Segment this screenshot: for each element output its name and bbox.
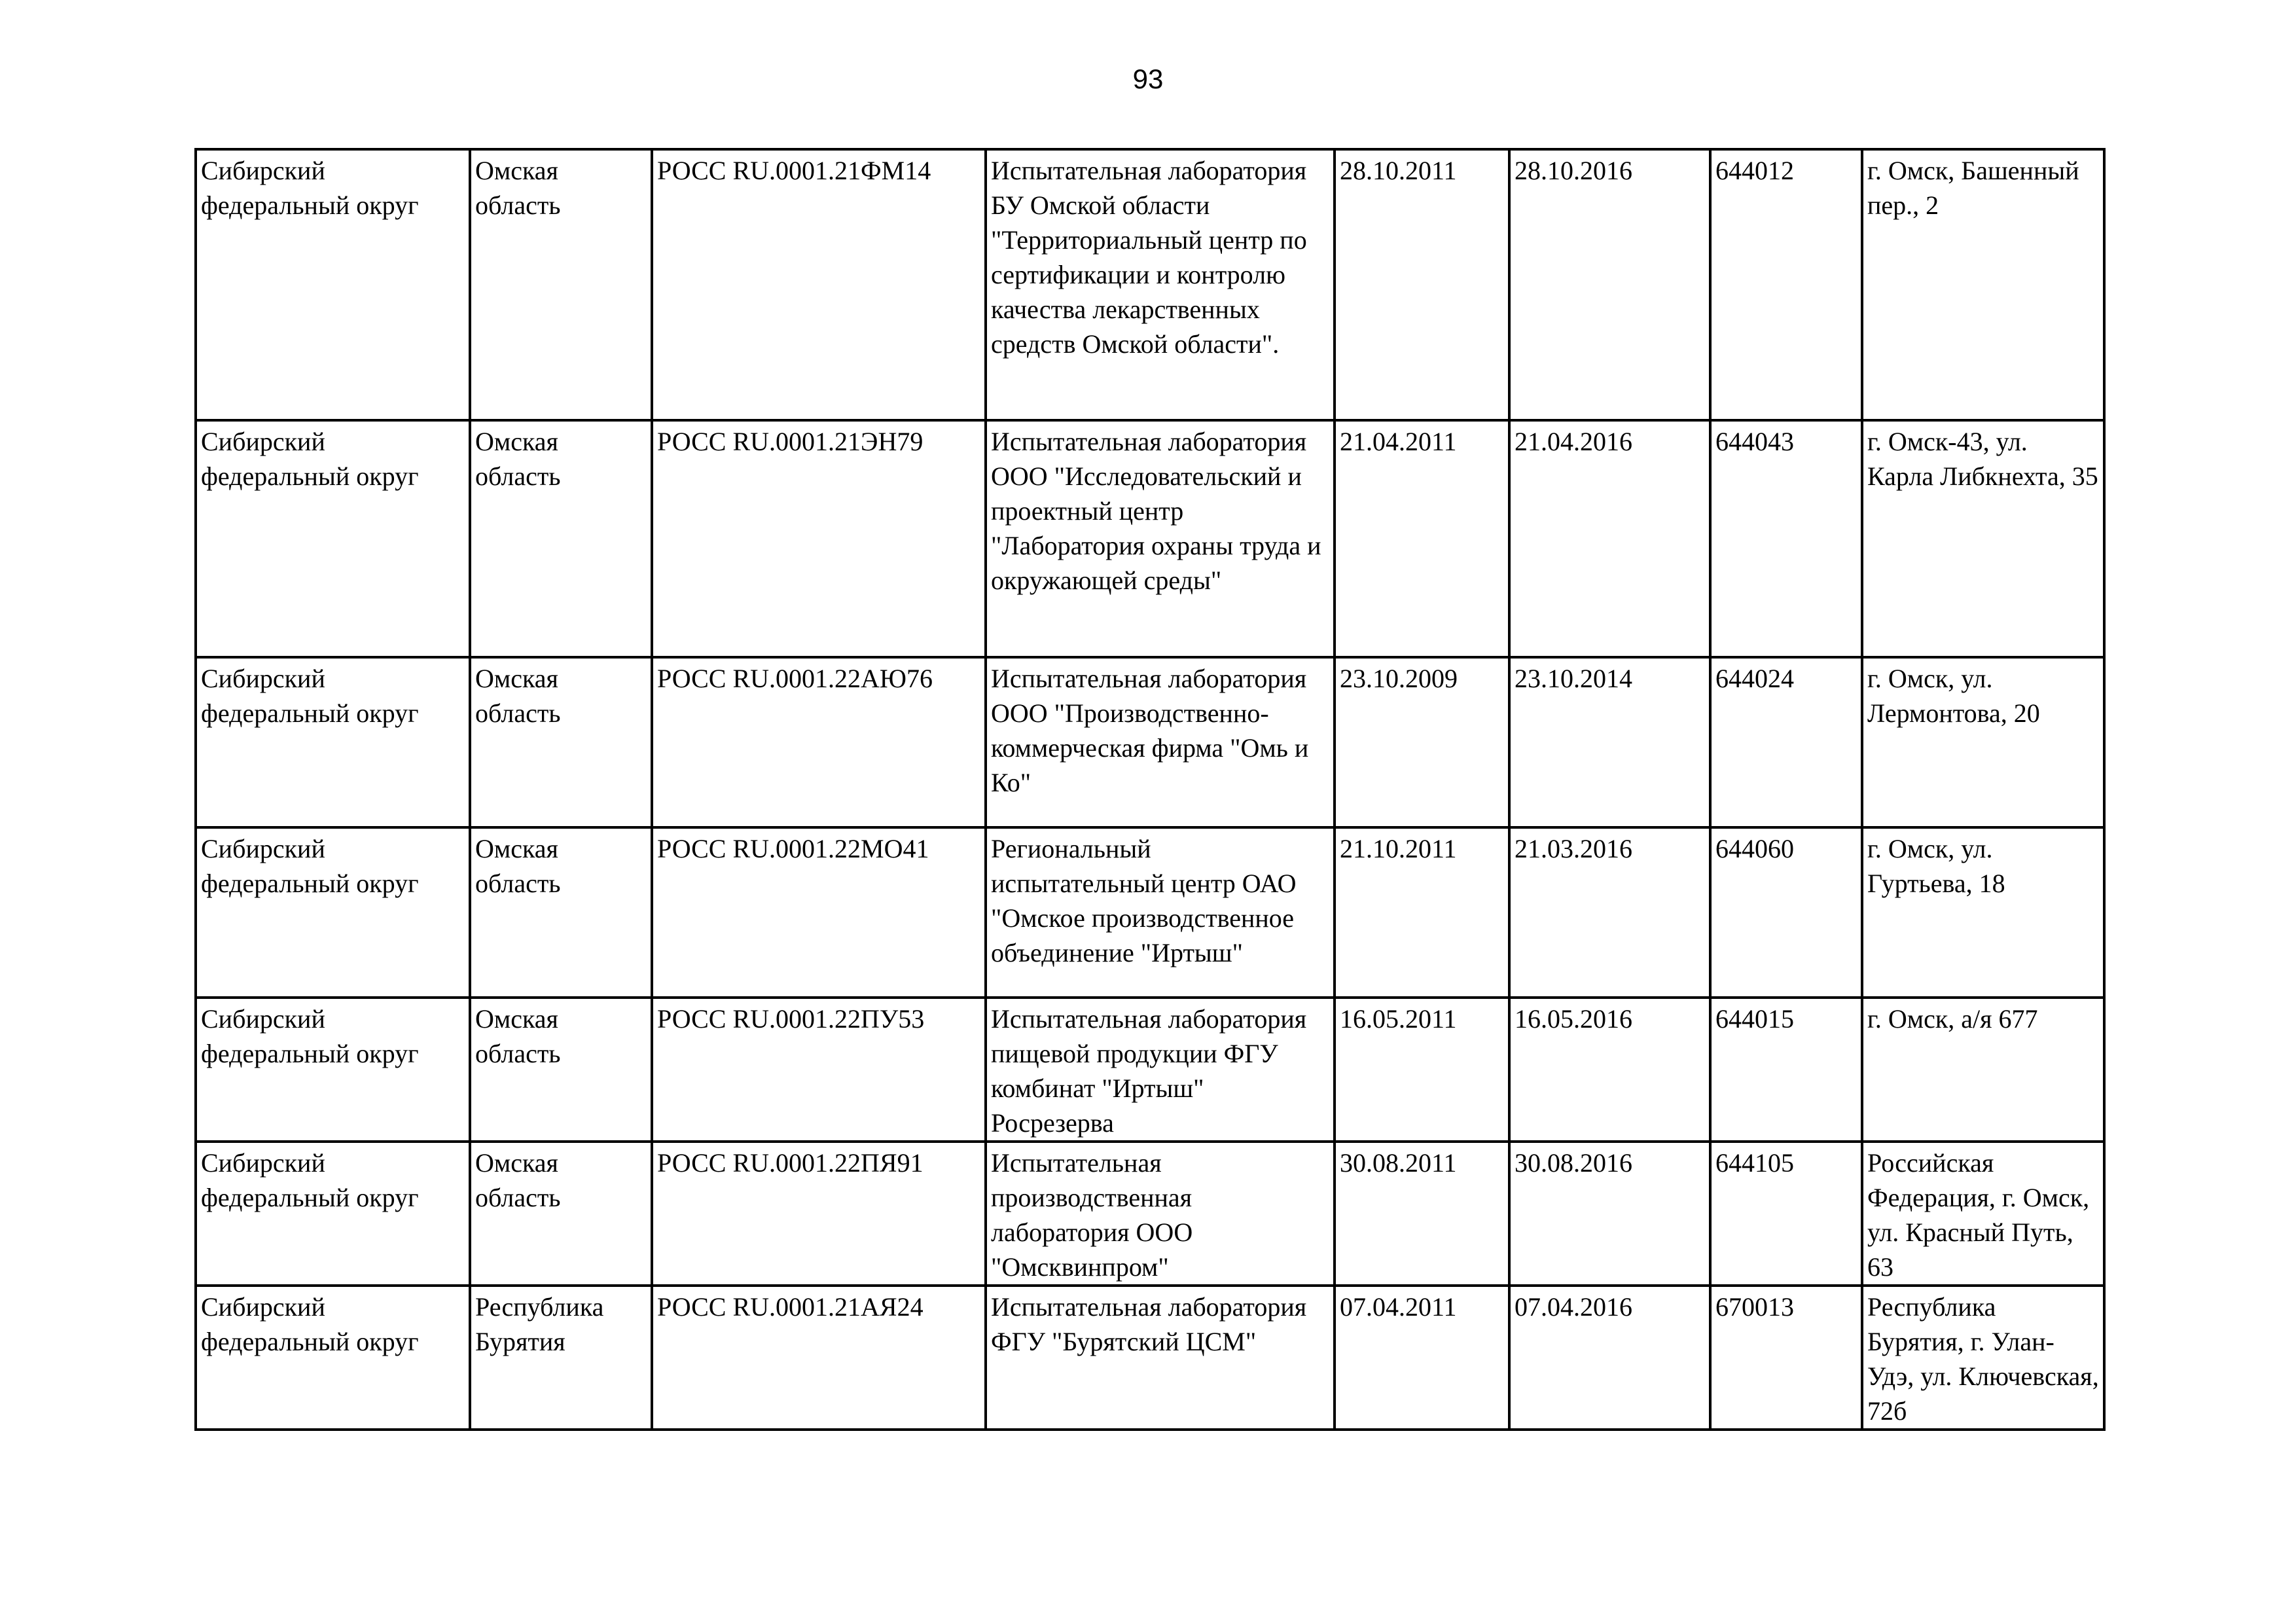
date-start-cell: 30.08.2011 <box>1335 1142 1509 1286</box>
lab-name-cell: Испытательная лаборатория ООО "Исследовательский и проектный центр "Лаборатория охраны труда и окружающей среды" <box>986 420 1335 657</box>
lab-name-cell: Испытательная лаборатория ФГУ "Бурятский ЦСМ" <box>986 1286 1335 1430</box>
district-cell: Сибирский федеральный округ <box>196 998 470 1142</box>
address-cell: г. Омск, ул. Гуртьева, 18 <box>1862 827 2104 998</box>
lab-name-cell: Испытательная производственная лаборатория ООО "Омсквинпром" <box>986 1142 1335 1286</box>
date-end-cell: 23.10.2014 <box>1509 657 1710 827</box>
address-cell: г. Омск-43, ул. Карла Либкнехта, 35 <box>1862 420 2104 657</box>
region-cell: Республика Бурятия <box>470 1286 652 1430</box>
date-end-cell: 21.03.2016 <box>1509 827 1710 998</box>
postal-code-cell: 644012 <box>1710 149 1862 420</box>
region-cell: Омская область <box>470 420 652 657</box>
table-row <box>196 1142 2104 1286</box>
district-cell: Сибирский федеральный округ <box>196 827 470 998</box>
district-cell: Сибирский федеральный округ <box>196 149 470 420</box>
date-end-cell: 07.04.2016 <box>1509 1286 1710 1430</box>
district-cell: Сибирский федеральный округ <box>196 420 470 657</box>
district-cell: Сибирский федеральный округ <box>196 657 470 827</box>
region-cell: Омская область <box>470 1142 652 1286</box>
postal-code-cell: 670013 <box>1710 1286 1862 1430</box>
cert-number-cell: РОСС RU.0001.21ФМ14 <box>652 149 986 420</box>
table-row <box>196 1286 2104 1430</box>
date-end-cell: 16.05.2016 <box>1509 998 1710 1142</box>
region-cell: Омская область <box>470 998 652 1142</box>
table-row <box>196 827 2104 998</box>
cert-number-cell: РОСС RU.0001.22МО41 <box>652 827 986 998</box>
cert-number-cell: РОСС RU.0001.21ЭН79 <box>652 420 986 657</box>
cert-number-cell: РОСС RU.0001.22ПУ53 <box>652 998 986 1142</box>
address-cell: г. Омск, ул. Лермонтова, 20 <box>1862 657 2104 827</box>
region-cell: Омская область <box>470 149 652 420</box>
date-start-cell: 28.10.2011 <box>1335 149 1509 420</box>
table-row <box>196 420 2104 657</box>
table-row <box>196 149 2104 420</box>
postal-code-cell: 644015 <box>1710 998 1862 1142</box>
address-cell: г. Омск, а/я 677 <box>1862 998 2104 1142</box>
cert-number-cell: РОСС RU.0001.22АЮ76 <box>652 657 986 827</box>
table-row <box>196 998 2104 1142</box>
date-start-cell: 16.05.2011 <box>1335 998 1509 1142</box>
date-start-cell: 21.10.2011 <box>1335 827 1509 998</box>
region-cell: Омская область <box>470 657 652 827</box>
date-start-cell: 21.04.2011 <box>1335 420 1509 657</box>
postal-code-cell: 644043 <box>1710 420 1862 657</box>
address-cell: Республика Бурятия, г. Улан-Удэ, ул. Ключевская, 72б <box>1862 1286 2104 1430</box>
address-cell: г. Омск, Башенный пер., 2 <box>1862 149 2104 420</box>
registry-table <box>194 148 2106 1431</box>
date-end-cell: 28.10.2016 <box>1509 149 1710 420</box>
postal-code-cell: 644060 <box>1710 827 1862 998</box>
table-row <box>196 657 2104 827</box>
postal-code-cell: 644024 <box>1710 657 1862 827</box>
district-cell: Сибирский федеральный округ <box>196 1286 470 1430</box>
lab-name-cell: Испытательная лаборатория ООО "Производственно-коммерческая фирма "Омь и Ко" <box>986 657 1335 827</box>
page-number: 93 <box>1132 63 1164 94</box>
region-cell: Омская область <box>470 827 652 998</box>
date-end-cell: 30.08.2016 <box>1509 1142 1710 1286</box>
date-start-cell: 23.10.2009 <box>1335 657 1509 827</box>
cert-number-cell: РОСС RU.0001.22ПЯ91 <box>652 1142 986 1286</box>
date-start-cell: 07.04.2011 <box>1335 1286 1509 1430</box>
lab-name-cell: Испытательная лаборатория БУ Омской области "Территориальный центр по сертификации и контролю качества лекарственных средств Омской области". <box>986 149 1335 420</box>
postal-code-cell: 644105 <box>1710 1142 1862 1286</box>
date-end-cell: 21.04.2016 <box>1509 420 1710 657</box>
cert-number-cell: РОСС RU.0001.21АЯ24 <box>652 1286 986 1430</box>
lab-name-cell: Испытательная лаборатория пищевой продукции ФГУ комбинат "Иртыш" Росрезерва <box>986 998 1335 1142</box>
lab-name-cell: Региональный испытательный центр ОАО "Омское производственное объединение "Иртыш" <box>986 827 1335 998</box>
district-cell: Сибирский федеральный округ <box>196 1142 470 1286</box>
address-cell: Российская Федерация, г. Омск, ул. Красный Путь, 63 <box>1862 1142 2104 1286</box>
